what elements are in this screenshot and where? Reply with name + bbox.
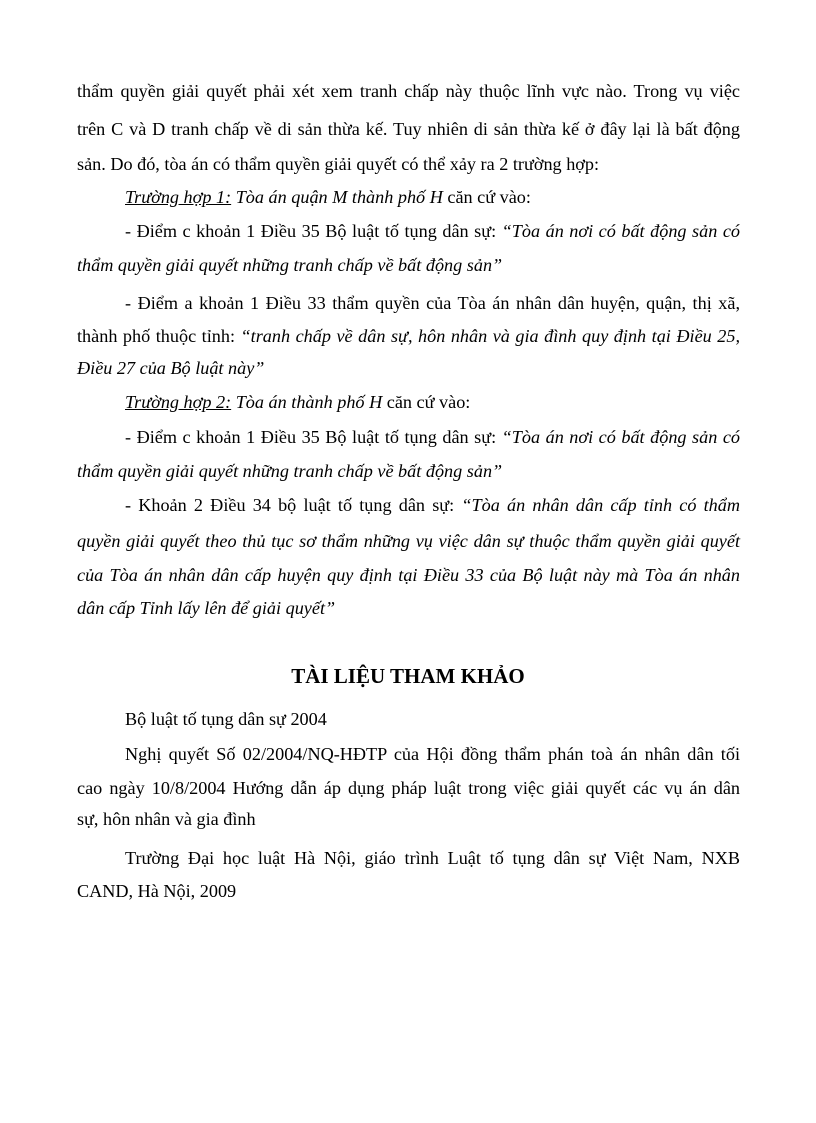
list-item: - Điểm a khoản 1 Điều 33 thẩm quyền của Tòa án nhân dân huyện, quận, thị xã, (125, 293, 740, 313)
quote-line: của Tòa án nhân dân cấp huyện quy định tại Điều 33 của Bộ luật này mà Tòa án nhân (77, 565, 740, 585)
reference-item-cont: cao ngày 10/8/2004 Hướng dẫn áp dụng pháp luật trong việc giải quyết các vụ án dân (77, 778, 740, 798)
case-1-label: Trường hợp 1: (125, 187, 232, 207)
references-heading: TÀI LIỆU THAM KHẢO (291, 664, 525, 688)
body-line: sản. Do đó, tòa án có thẩm quyền giải quyết có thể xảy ra 2 trường hợp: (77, 154, 600, 174)
reference-item: Nghị quyết Số 02/2004/NQ-HĐTP của Hội đồng thẩm phán toà án nhân dân tối (125, 744, 740, 764)
case-2-court: Tòa án thành phố H (231, 392, 383, 412)
case-2-label: Trường hợp 2: (125, 392, 232, 412)
quote-line: quyền giải quyết theo thủ tục sơ thẩm những vụ việc dân sự thuộc thẩm quyền giải quyết (77, 531, 740, 551)
list-item: - Điểm c khoản 1 Điều 35 Bộ luật tố tụng dân sự: “Tòa án nơi có bất động sản có (125, 221, 740, 241)
case-1-court: Tòa án quận M thành phố H (231, 187, 443, 207)
body-line: thẩm quyền giải quyết phải xét xem tranh chấp này thuộc lĩnh vực nào. Trong vụ việc (77, 81, 740, 101)
reference-item: Bộ luật tố tụng dân sự 2004 (125, 709, 327, 729)
reference-item: Trường Đại học luật Hà Nội, giáo trình Luật tố tụng dân sự Việt Nam, NXB (125, 848, 740, 868)
quote-line: thẩm quyền giải quyết những tranh chấp về bất động sản” (77, 255, 503, 275)
list-item: - Điểm c khoản 1 Điều 35 Bộ luật tố tụng dân sự: “Tòa án nơi có bất động sản có (125, 427, 740, 447)
body-line: thành phố thuộc tỉnh: “tranh chấp về dân sự, hôn nhân và gia đình quy định tại Điều 25, (77, 326, 740, 346)
list-item: - Khoản 2 Điều 34 bộ luật tố tụng dân sự: “Tòa án nhân dân cấp tỉnh có thẩm (125, 495, 741, 515)
case-1-suffix: căn cứ vào: (442, 187, 531, 207)
quote-line: thẩm quyền giải quyết những tranh chấp về bất động sản” (77, 461, 503, 481)
quote-line: dân cấp Tỉnh lấy lên để giải quyết” (77, 598, 336, 618)
case-1-line (125, 185, 740, 209)
body-line: trên C và D tranh chấp về di sản thừa kế. Tuy nhiên di sản thừa kế ở đây lại là bất động (77, 119, 740, 139)
case-2-line (125, 390, 740, 414)
case-2-suffix: căn cứ vào: (382, 392, 471, 412)
reference-item-cont: CAND, Hà Nội, 2009 (77, 881, 237, 901)
reference-item-cont: sự, hôn nhân và gia đình (77, 809, 256, 829)
quote-line: Điều 27 của Bộ luật này” (77, 358, 265, 378)
